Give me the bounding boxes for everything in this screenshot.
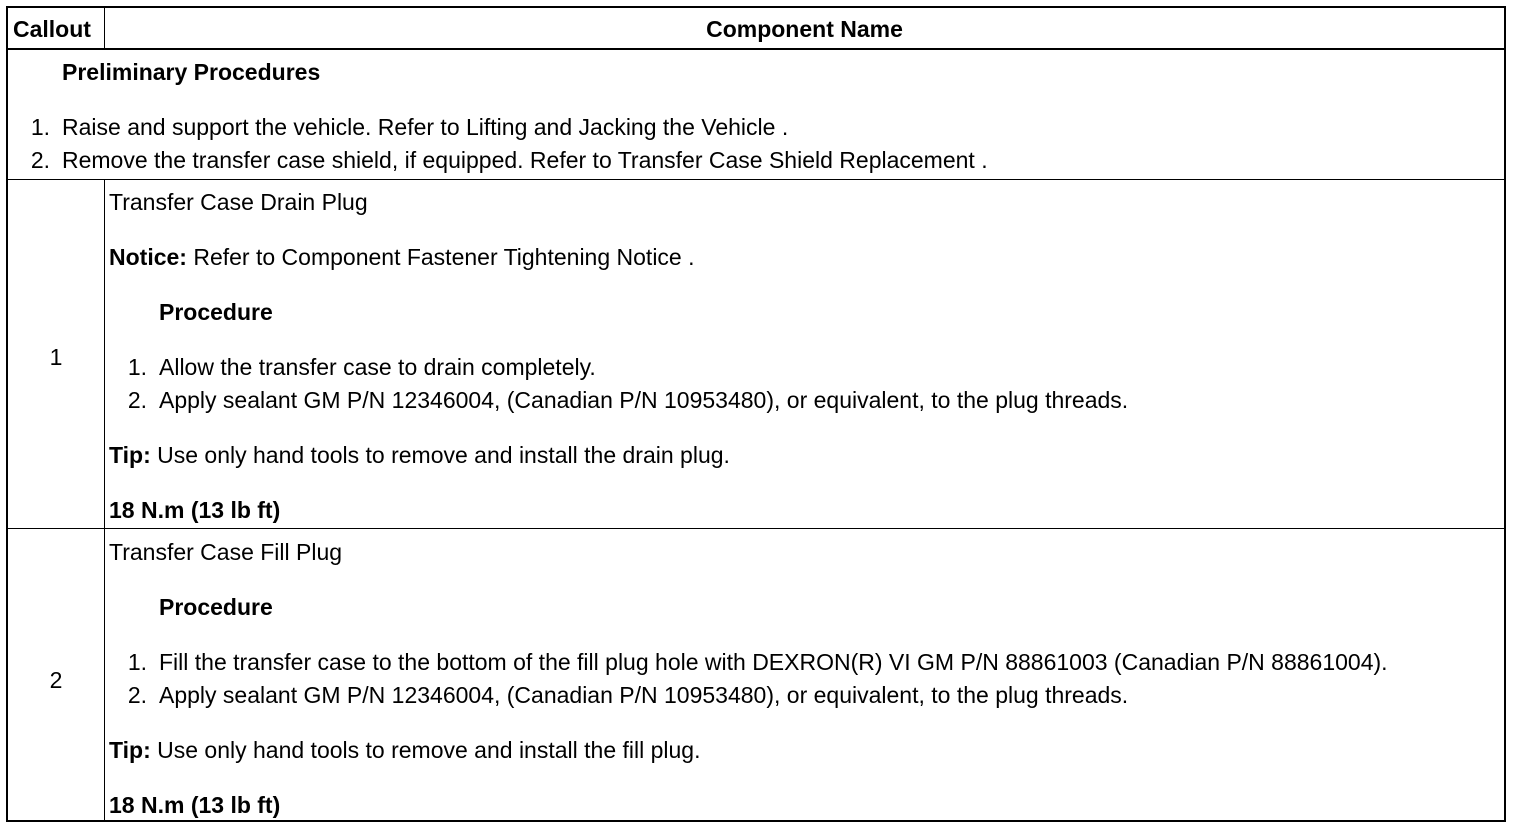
procedure-step-text: Apply sealant GM P/N 12346004, (Canadian P/N 10953480), or equivalent, to the plug threads. [159, 387, 1129, 413]
procedure-step-number: 1. [127, 354, 147, 380]
procedure-step-number: 1. [127, 649, 147, 675]
procedure-step-number: 2. [127, 682, 147, 708]
notice-line [109, 244, 695, 270]
header-callout: Callout [13, 16, 91, 42]
tip-text: Use only hand tools to remove and install the drain plug. [150, 442, 730, 468]
preliminary-step-number: 1. [30, 114, 50, 140]
preliminary-title: Preliminary Procedures [62, 59, 321, 85]
procedure-step-text: Allow the transfer case to drain completely. [159, 354, 596, 380]
torque-spec: 18 N.m (13 lb ft) [109, 792, 281, 818]
callout-number: 1 [49, 344, 63, 370]
tip-line [109, 442, 730, 468]
tip-line [109, 737, 701, 763]
component-name: Transfer Case Drain Plug [109, 189, 368, 215]
procedure-title: Procedure [159, 594, 273, 620]
procedure-step-number: 2. [127, 387, 147, 413]
tip-label: Tip: [109, 737, 151, 763]
header-component-name: Component Name [706, 16, 903, 42]
component-name: Transfer Case Fill Plug [109, 539, 343, 565]
preliminary-step-text: Raise and support the vehicle. Refer to Lifting and Jacking the Vehicle . [62, 114, 789, 140]
row-divider-row1 [8, 528, 1504, 529]
notice-label: Notice: [109, 244, 187, 270]
preliminary-step-number: 2. [30, 147, 50, 173]
row-divider-preliminary [8, 179, 1504, 180]
column-divider-body [104, 179, 105, 820]
notice-text: Refer to Component Fastener Tightening Notice . [186, 244, 695, 270]
procedure-title: Procedure [159, 299, 273, 325]
procedure-table [6, 6, 1506, 822]
preliminary-step-text: Remove the transfer case shield, if equipped. Refer to Transfer Case Shield Replacement . [62, 147, 988, 173]
header-divider [8, 48, 1504, 50]
tip-text: Use only hand tools to remove and install the fill plug. [150, 737, 701, 763]
tip-label: Tip: [109, 442, 151, 468]
procedure-step-text: Apply sealant GM P/N 12346004, (Canadian P/N 10953480), or equivalent, to the plug threads. [159, 682, 1129, 708]
torque-spec: 18 N.m (13 lb ft) [109, 497, 281, 523]
callout-number: 2 [49, 667, 63, 693]
procedure-step-text: Fill the transfer case to the bottom of the fill plug hole with DEXRON(R) VI GM P/N 88861003 (Canadian P/N 88861004). [159, 649, 1388, 675]
